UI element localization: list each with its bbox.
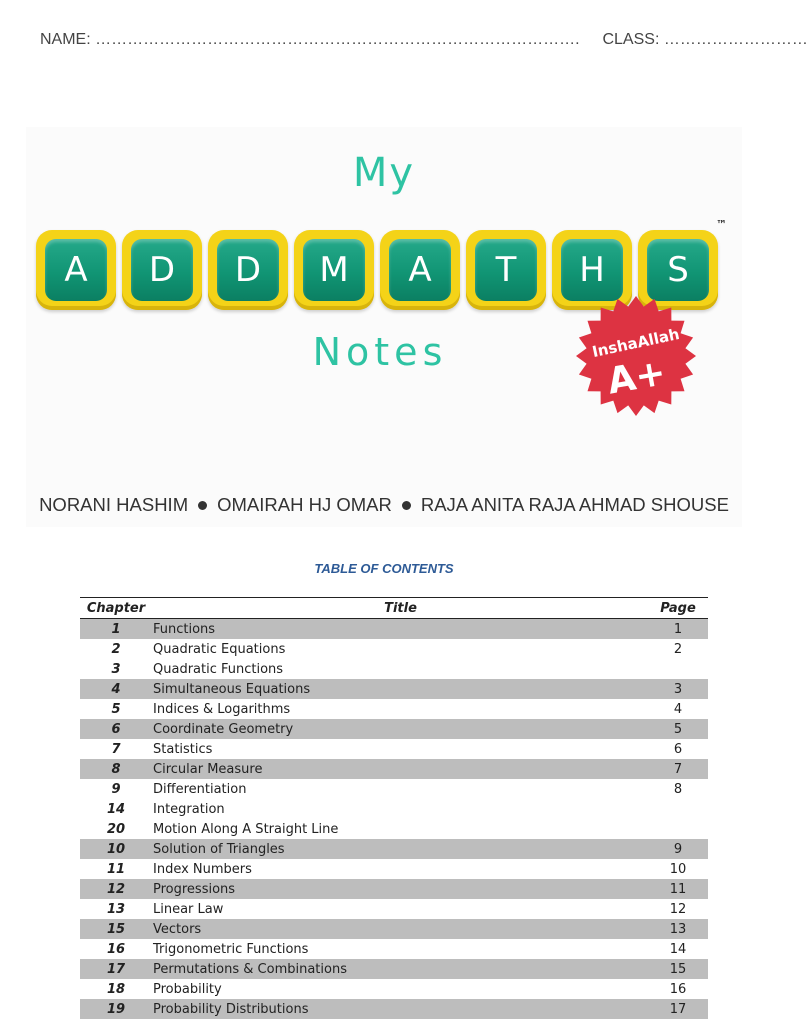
bullet-icon	[402, 501, 411, 510]
toc-row	[80, 919, 708, 939]
toc-page-number: 16	[669, 981, 687, 997]
toc-chapter-title: Indices & Logarithms	[153, 701, 291, 717]
toc-chapter-title: Linear Law	[153, 901, 224, 917]
toc-chapter-title: Functions	[152, 619, 648, 640]
toc-row	[80, 939, 708, 959]
toc-chapter-title: Simultaneous Equations	[152, 679, 648, 699]
toc-row	[80, 979, 708, 999]
col-header-page: Page	[648, 598, 708, 619]
toc-row	[80, 899, 708, 919]
toc-chapter-title: Permutations & Combinations	[152, 959, 648, 979]
toc-chapter-title: Coordinate Geometry	[152, 719, 648, 739]
toc-page-number: 3	[648, 679, 708, 699]
toc-page-number: 13	[648, 919, 708, 939]
toc-chapter-number: 10	[80, 839, 152, 859]
toc-page-number: 1	[648, 619, 708, 640]
toc-page-number: 7	[648, 759, 708, 779]
tile-letter: A	[389, 239, 451, 301]
toc-row	[80, 859, 708, 879]
toc-chapter-title: Probability Distributions	[152, 999, 648, 1019]
toc-chapter-title: Probability	[153, 981, 222, 997]
toc-page-number: 12	[669, 901, 687, 917]
toc-row	[80, 879, 708, 899]
toc-row	[80, 679, 708, 699]
toc-row	[80, 759, 708, 779]
name-field-label: NAME: ……………………………………………………………………………….	[40, 31, 580, 48]
toc-page-number: 4	[673, 701, 683, 717]
letter-tile	[466, 230, 546, 310]
author-name: RAJA ANITA RAJA AHMAD SHOUSE	[420, 494, 729, 515]
toc-row	[80, 719, 708, 739]
class-field-label: CLASS: ………………………	[602, 31, 808, 48]
toc-chapter-number: 2	[111, 641, 121, 657]
toc-row	[80, 639, 708, 659]
toc-chapter-number: 20	[106, 821, 126, 837]
toc-chapter-number: 9	[111, 781, 121, 797]
author-name: NORANI HASHIM	[39, 494, 189, 515]
tile-letter: D	[217, 239, 279, 301]
toc-page-number: 8	[673, 781, 683, 797]
letter-tile	[380, 230, 460, 310]
toc-chapter-title: Index Numbers	[153, 861, 252, 877]
toc-chapter-title: Statistics	[153, 741, 213, 757]
letter-tile	[208, 230, 288, 310]
toc-page-number: 11	[648, 879, 708, 899]
toc-page-number: 17	[648, 999, 708, 1019]
toc-chapter-number: 15	[80, 919, 152, 939]
toc-row	[80, 839, 708, 859]
letter-tile	[294, 230, 374, 310]
toc-chapter-number: 3	[111, 661, 121, 677]
tile-letter: H	[561, 239, 623, 301]
name-class-line	[40, 31, 808, 49]
toc-chapter-title: Trigonometric Functions	[153, 941, 309, 957]
toc-page-number: 5	[648, 719, 708, 739]
toc-chapter-number: 7	[111, 741, 121, 757]
toc-row	[80, 779, 708, 799]
toc-heading: TABLE OF CONTENTS	[314, 561, 454, 576]
toc-page-number	[648, 819, 708, 839]
toc-chapter-number: 14	[106, 801, 126, 817]
toc-row	[80, 819, 708, 839]
toc-chapter-title: Motion Along A Straight Line	[153, 821, 339, 837]
toc-page-number: 9	[648, 839, 708, 859]
toc-chapter-number: 19	[80, 999, 152, 1019]
cover-title-notes: Notes	[312, 330, 448, 374]
tile-letter: S	[647, 239, 709, 301]
toc-row	[80, 959, 708, 979]
letter-tile	[36, 230, 116, 310]
toc-chapter-number: 6	[80, 719, 152, 739]
toc-chapter-number: 11	[106, 861, 126, 877]
toc-chapter-title: Differentiation	[153, 781, 247, 797]
toc-chapter-title: Vectors	[152, 919, 648, 939]
trademark-mark: ™	[716, 218, 727, 231]
toc-row	[80, 699, 708, 719]
toc-header-row	[80, 598, 708, 619]
toc-chapter-number: 12	[80, 879, 152, 899]
badge-top-text: InshaAllah	[590, 324, 682, 362]
toc-row	[80, 659, 708, 679]
toc-page-number: 14	[669, 941, 687, 957]
toc-row	[80, 739, 708, 759]
col-header-chapter: Chapter	[80, 598, 152, 619]
toc-page-number: 15	[648, 959, 708, 979]
toc-chapter-title: Quadratic Functions	[153, 661, 284, 677]
toc-chapter-number: 1	[80, 619, 152, 640]
toc-chapter-title: Progressions	[152, 879, 648, 899]
cover-title-my: My	[352, 150, 416, 196]
toc-row	[80, 999, 708, 1019]
toc-chapter-number: 17	[80, 959, 152, 979]
toc-page-number: 6	[673, 741, 683, 757]
toc-chapter-title: Circular Measure	[152, 759, 648, 779]
bullet-icon	[198, 501, 207, 510]
tile-letter: D	[131, 239, 193, 301]
tile-letter: T	[475, 239, 537, 301]
authors-line	[0, 494, 768, 516]
badge-grade-text: A+	[604, 352, 669, 403]
toc-row	[80, 799, 708, 819]
toc-chapter-title: Quadratic Equations	[153, 641, 286, 657]
toc-chapter-number: 18	[106, 981, 126, 997]
tile-letter: A	[45, 239, 107, 301]
toc-chapter-number: 13	[106, 901, 126, 917]
toc-page-number: 2	[673, 641, 683, 657]
toc-chapter-number: 16	[106, 941, 126, 957]
toc-row	[80, 619, 708, 640]
toc-table	[80, 597, 708, 1019]
toc-page-number	[648, 799, 708, 819]
toc-chapter-title: Solution of Triangles	[152, 839, 648, 859]
author-name: OMAIRAH HJ OMAR	[217, 494, 392, 515]
toc-chapter-number: 5	[111, 701, 121, 717]
a-plus-badge-icon	[570, 294, 702, 418]
toc-chapter-number: 8	[80, 759, 152, 779]
col-header-title: Title	[152, 598, 648, 619]
letter-tile	[122, 230, 202, 310]
toc-chapter-number: 4	[80, 679, 152, 699]
toc-page-number	[648, 659, 708, 679]
toc-chapter-title: Integration	[153, 801, 225, 817]
toc-page-number: 10	[669, 861, 687, 877]
tile-letter: M	[303, 239, 365, 301]
